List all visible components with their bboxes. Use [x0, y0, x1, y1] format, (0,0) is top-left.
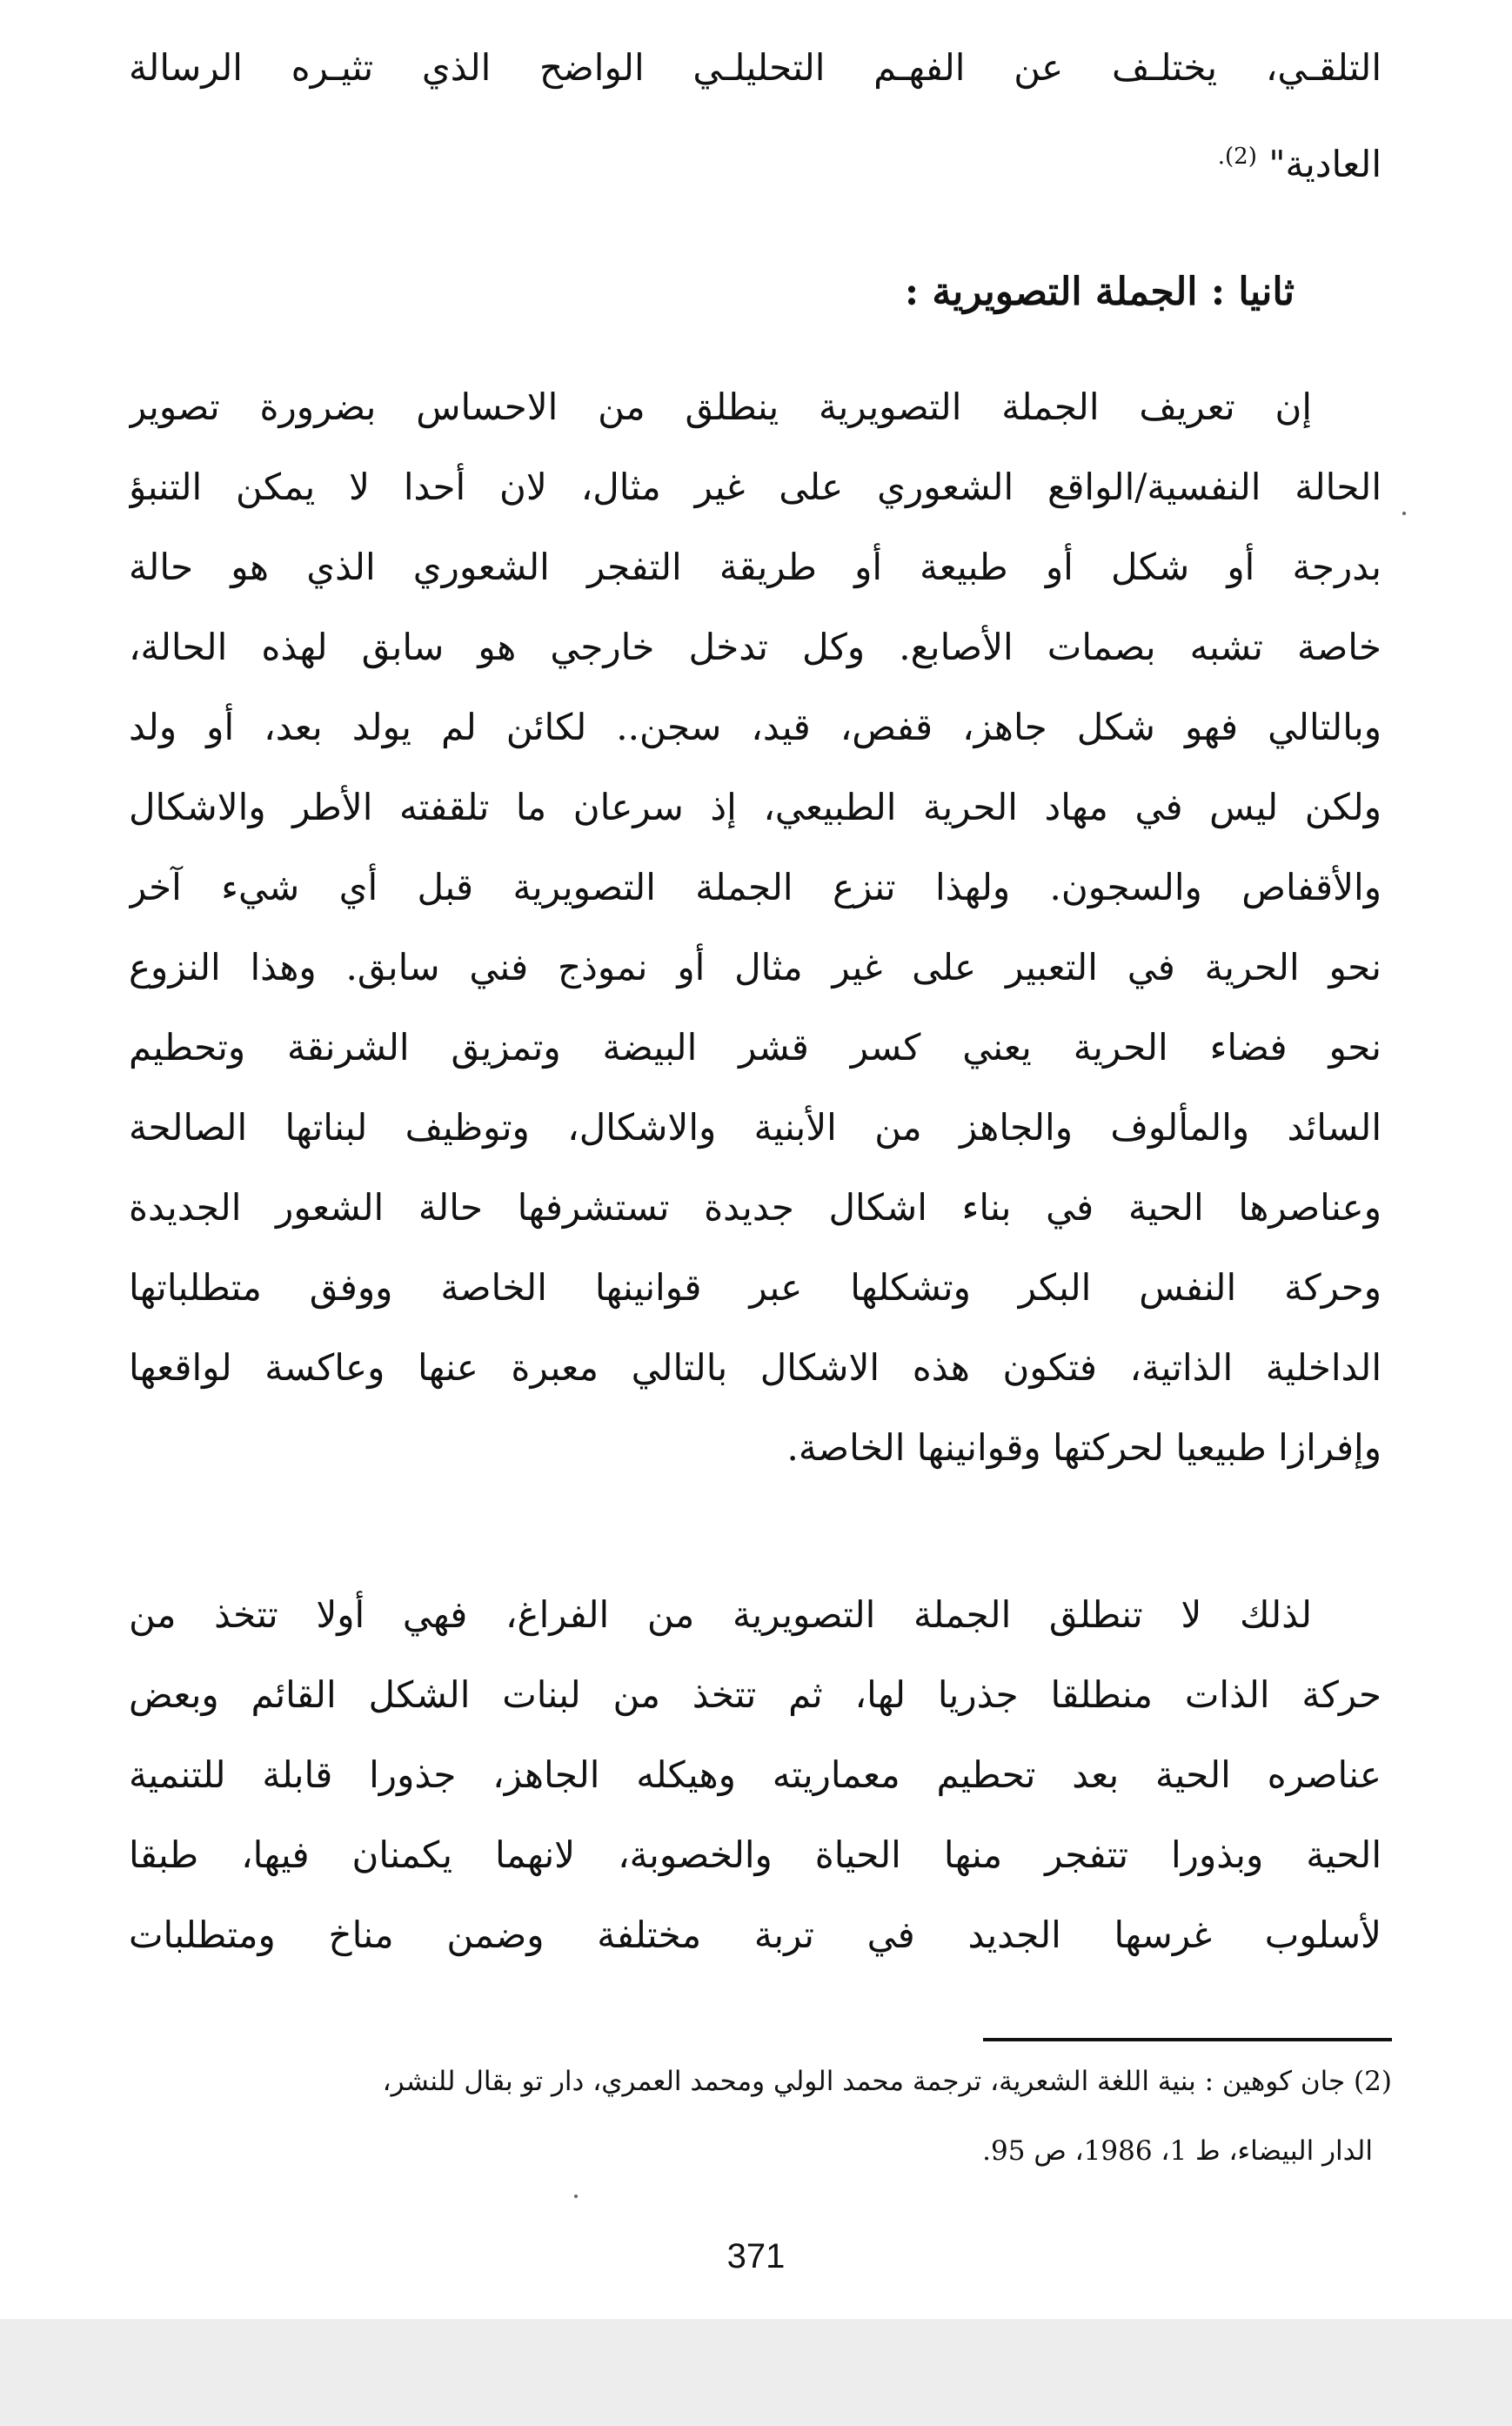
para1-line: الحالة النفسية/الواقع الشعوري على غير مثال، لان أحدا لا يمكن التنبؤ — [129, 466, 1382, 508]
section-heading: ثانيا : الجملة التصويرية : — [904, 270, 1295, 314]
para1-line: وبالتالي فهو شكل جاهز، قفص، قيد، سجن.. لكائن لم يولد بعد، أو ولد — [129, 706, 1382, 748]
footnote-line: الدار البيضاء، ط 1، 1986، ص 95. — [982, 2135, 1373, 2167]
para1-line: السائد والمألوف والجاهز من الأبنية والاشكال، وتوظيف لبناتها الصالحة — [129, 1106, 1382, 1149]
para1-line: الداخلية الذاتية، فتكون هذه الاشكال بالتالي معبرة عنها وعاكسة لواقعها — [129, 1346, 1382, 1389]
para1-line: وإفرازا طبيعيا لحركتها وقوانينها الخاصة. — [786, 1426, 1382, 1469]
para1-line: وحركة النفس البكر وتشكلها عبر قوانينها الخاصة ووفق متطلباتها — [129, 1266, 1382, 1309]
para2-line: حركة الذات منطلقا جذريا لها، ثم تتخذ من لبنات الشكل القائم وبعض — [129, 1673, 1382, 1716]
para1-line: نحو الحرية في التعبير على غير مثال أو نموذج فني سابق. وهذا النزوع — [129, 946, 1382, 988]
body-line — [129, 131, 1382, 184]
page-number: 371 — [726, 2237, 786, 2275]
para2-line: عناصره الحية بعد تحطيم معماريته وهيكله الجاهز، جذورا قابلة للتنمية — [129, 1753, 1382, 1796]
footnote-divider — [983, 2038, 1392, 2041]
para2-line: لأسلوب غرسها الجديد في تربة مختلفة وضمن مناخ ومتطلبات — [129, 1913, 1382, 1956]
para1-line: والأقفاص والسجون. ولهذا تنزع الجملة التصويرية قبل أي شيء آخر — [129, 866, 1382, 908]
para1-line: إن تعريف الجملة التصويرية ينطلق من الاحساس بضرورة تصوير — [129, 385, 1312, 428]
para1-line: نحو فضاء الحرية يعني كسر قشر البيضة وتمزيق الشرنقة وتحطيم — [129, 1026, 1382, 1069]
scan-speck — [574, 2195, 578, 2198]
scan-speck — [1402, 512, 1406, 515]
para2-line: لذلك لا تنطلق الجملة التصويرية من الفراغ، فهي أولا تتخذ من — [129, 1593, 1312, 1636]
footnote-reference: (2). — [1217, 144, 1257, 170]
para1-line: ولكن ليس في مهاد الحرية الطبيعي، إذ سرعان ما تلقفته الأطر والاشكال — [129, 786, 1382, 828]
para1-line: بدرجة أو شكل أو طبيعة أو طريقة التفجر الشعوري الذي هو حالة — [129, 546, 1382, 588]
para1-line: خاصة تشبه بصمات الأصابع. وكل تدخل خارجي هو سابق لهذه الحالة، — [129, 626, 1382, 668]
body-line-text: العادية" — [1268, 143, 1382, 184]
para1-line: وعناصرها الحية في بناء اشكال جديدة تستشرفها حالة الشعور الجديدة — [129, 1186, 1382, 1229]
footnote-line: (2) جان كوهين : بنية اللغة الشعرية، ترجمة محمد الولي ومحمد العمري، دار تو بقال للنشر، — [382, 2066, 1392, 2097]
para2-line: الحية وبذورا تتفجر منها الحياة والخصوبة، لانهما يكمنان فيها، طبقا — [129, 1833, 1382, 1876]
body-line: التلقـي، يختلـف عن الفهـم التحليلـي الواضح الذي تثيـره الرسالة — [129, 46, 1382, 89]
